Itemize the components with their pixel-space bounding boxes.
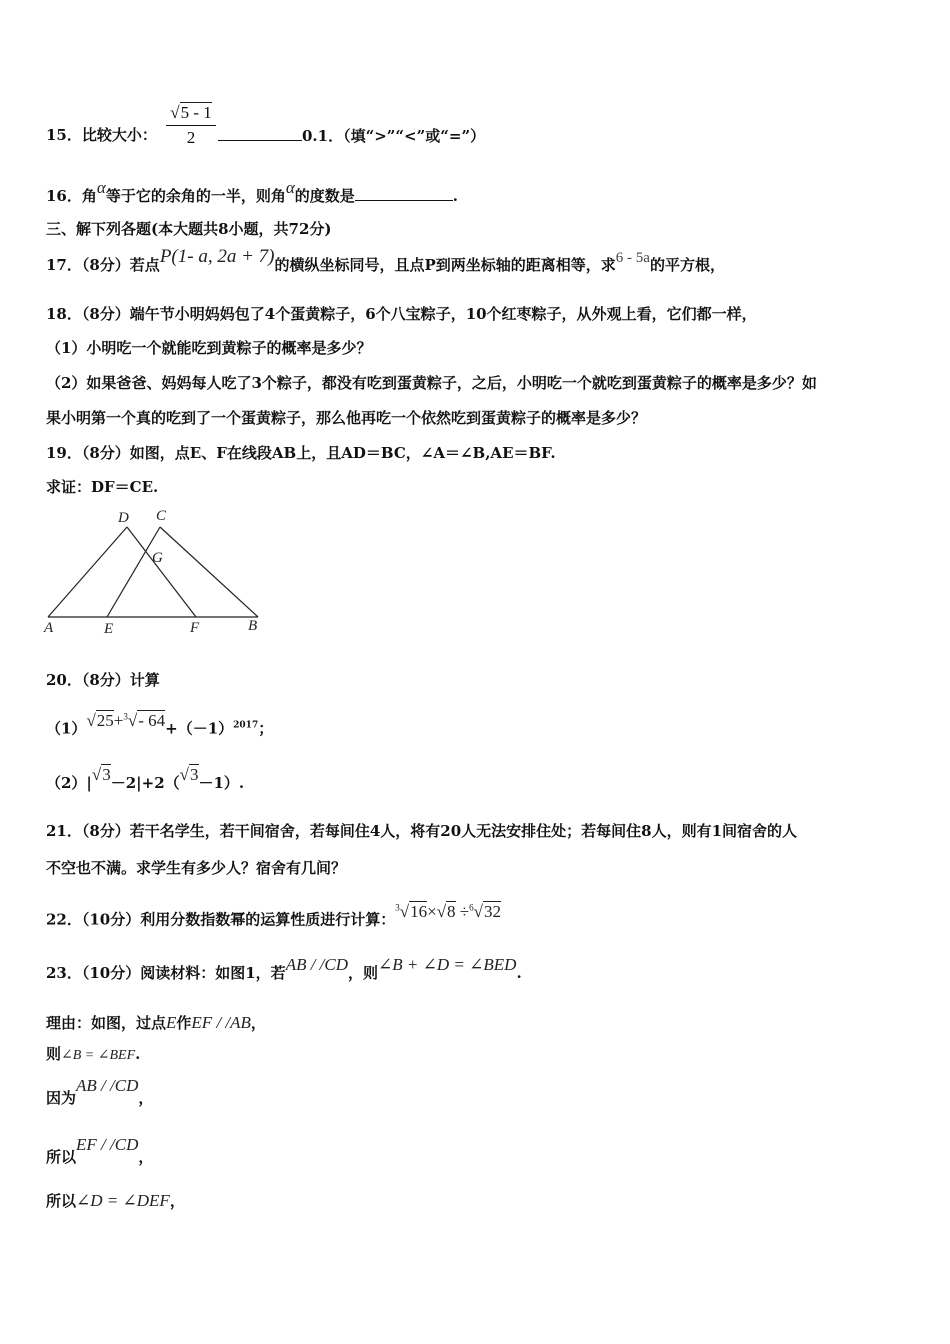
q20-sqrt-3b: 3 — [190, 765, 199, 784]
q23-conclusion: ∠B + ∠D = ∠BED — [378, 955, 517, 974]
q15-suffix: 0.1．（填“>”“<”或“=”） — [302, 127, 486, 145]
q17-line: 17．（8分）若点P(1- a, 2a + 7)的横纵坐标同号，且点P到两坐标轴的距离相等，求6 - 5a的平方根， — [46, 246, 725, 274]
triangle-figure — [40, 505, 280, 637]
q21-line-1: 21．（8分）若干名学生，若干间宿舍，若每间住4人，将有20人无法安排住处；若每间住8人，则有1间宿舍的人 — [46, 822, 798, 840]
label-c: C — [156, 508, 167, 524]
q16-alpha-symbol-2: α — [285, 178, 295, 197]
reason-line-5: 所以∠D = ∠DEF， — [46, 1191, 185, 1210]
q17-point: P(1- a, 2a + 7) — [159, 246, 275, 267]
q16-line: 16．角α等于它的余角的一半，则角α的度数是 . — [46, 178, 459, 205]
q16-alpha-symbol: α — [96, 178, 106, 197]
q15-prefix: 15．比较大小： — [46, 126, 157, 144]
q20-part-2: （2）|√3－2|+2（√3－1）. — [46, 765, 245, 792]
q20-cbrt-neg64: - 64 — [138, 710, 166, 730]
q22-cbrt-16: 16 — [410, 901, 428, 921]
reason-line-1: 理由：如图，过点E作EF / /AB， — [46, 1013, 266, 1032]
q22-sqrt-8: 8 — [447, 901, 456, 921]
reason-line-4: 所以EF / /CD， — [46, 1135, 154, 1166]
segment-df — [127, 527, 196, 617]
label-d: D — [118, 510, 129, 526]
q20-sqrt-25: 25 — [96, 710, 114, 730]
q23-line: 23．（10分）阅读材料：如图1，若AB / /CD，则∠B + ∠D = ∠BED. — [46, 955, 522, 982]
label-e: E — [104, 621, 114, 637]
q15-answer-line — [218, 124, 485, 147]
q20-title: 20．（8分）计算 — [46, 671, 160, 689]
q15-frac-denominator: 2 — [186, 128, 196, 147]
q18-part-2-cont: 果小明第一个真的吃到了一个蛋黄粽子，那么他再吃一个依然吃到蛋黄粽子的概率是多少？ — [46, 409, 647, 427]
q18-line-1: 18．（8分）端午节小明妈妈包了4个蛋黄粽子，6个八宝粽子，10个红枣粽子，从外观上看，它们都一样， — [46, 305, 757, 323]
q15-fraction: $\frac{√5 - 1}{2}$ — [166, 103, 216, 148]
q18-part-2: （2）如果爸爸、妈妈每人吃了3个粽子，都没有吃到蛋黄粽子，之后，小明吃一个就吃到蛋黄粽子的概率是多少？如 — [46, 374, 817, 392]
section-heading: 三、解下列各题(本大题共8小题，共72分) — [46, 220, 332, 238]
q22-line: 22．（10分）利用分数指数幂的运算性质进行计算：$^3$√16×√8 ÷$^6$√32 — [46, 901, 501, 929]
reason-line-3: 因为AB / /CD， — [46, 1076, 154, 1107]
q21-line-2: 不空也不满。求学生有多少人？宿舍有几间？ — [46, 859, 347, 877]
label-g: G — [152, 550, 163, 566]
q16-answer-blank[interactable] — [355, 184, 453, 201]
q22-root6-32: 32 — [483, 901, 501, 921]
segment-cb — [160, 527, 258, 617]
q18-part-1: （1）小明吃一个就能吃到黄粽子的概率是多少？ — [46, 339, 372, 357]
reason-line-2: 则∠B = ∠BEF. — [46, 1045, 141, 1063]
q17-expression: 6 - 5a — [615, 250, 650, 266]
label-f: F — [190, 620, 200, 636]
q15-frac-numerator: 5 - 1 — [180, 103, 212, 122]
q15-answer-blank[interactable] — [218, 124, 302, 141]
label-b: B — [248, 618, 258, 634]
q23-condition: AB / /CD — [285, 955, 349, 974]
q20-exponent: 2017 — [233, 720, 259, 731]
q19-line: 19．（8分）如图，点E、F在线段AB上，且AD＝BC，∠A＝∠B,AE＝BF. — [46, 444, 556, 462]
q19-proof-target: 求证：DF＝CE. — [46, 478, 159, 496]
q20-sqrt-3: 3 — [102, 765, 111, 784]
q20-part-1: （1）√25+$^3$√- $64+(-1)^{2017}$； — [46, 710, 274, 738]
q15-line — [46, 124, 157, 146]
label-a: A — [44, 620, 54, 636]
